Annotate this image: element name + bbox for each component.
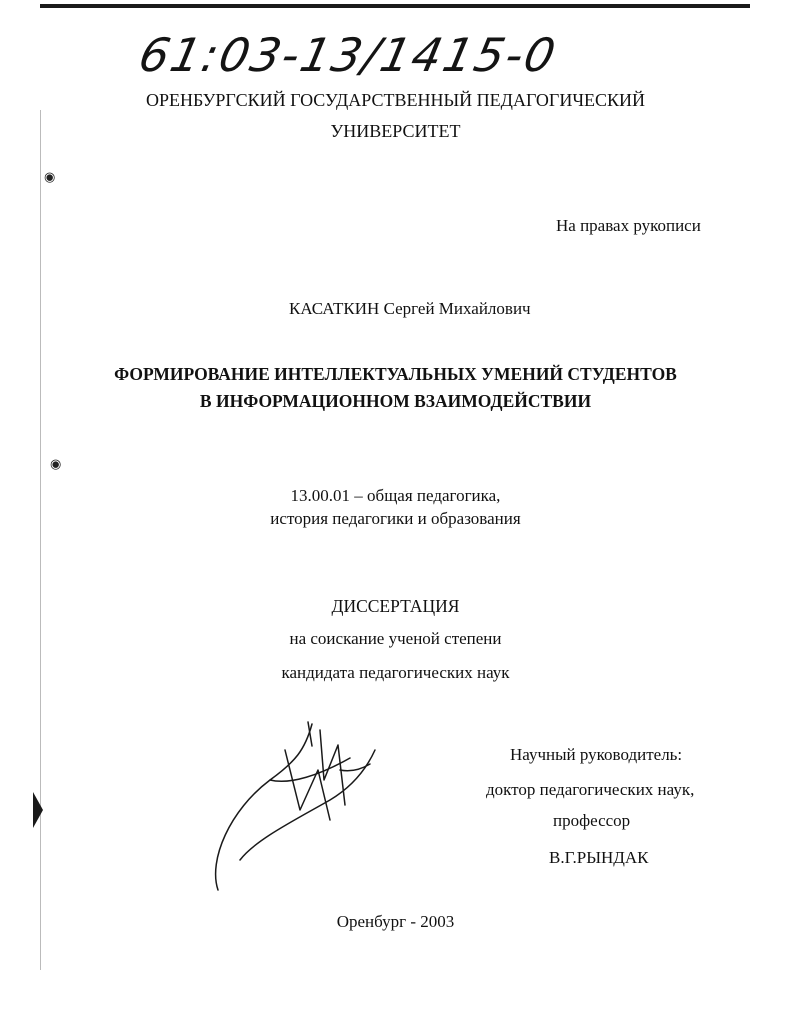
scan-top-border [40,4,750,8]
handwritten-signature-icon [200,710,400,910]
scan-edge-mark [33,792,43,828]
supervisor-label: Научный руководитель: [510,745,683,764]
author-name: КАСАТКИН Сергей Михайлович [289,299,531,318]
degree-line-2: кандидата педагогических наук [281,663,510,682]
dissertation-heading: ДИССЕРТАЦИЯ [331,596,460,616]
handwritten-archive-number: 61:03-13/1415-0 [134,28,562,82]
degree-line-1: на соискание ученой степени [289,629,502,648]
scan-left-margin-line [40,110,41,970]
manuscript-rights: На правах рукописи [556,216,701,235]
specialty-line-2: история педагогики и образования [270,509,521,528]
university-line-2: УНИВЕРСИТЕТ [330,121,461,141]
specialty-line-1: 13.00.01 – общая педагогика, [290,486,501,505]
supervisor-degree: доктор педагогических наук, [486,780,695,799]
supervisor-rank: профессор [553,811,631,830]
punch-hole-icon: ◉ [44,170,56,185]
thesis-title-line-1: ФОРМИРОВАНИЕ ИНТЕЛЛЕКТУАЛЬНЫХ УМЕНИЙ СТУДЕНТОВ [114,364,677,384]
university-line-1: ОРЕНБУРГСКИЙ ГОСУДАРСТВЕННЫЙ ПЕДАГОГИЧЕСКИЙ [145,90,646,110]
thesis-title-line-2: В ИНФОРМАЦИОННОМ ВЗАИМОДЕЙСТВИИ [199,391,592,411]
supervisor-name: В.Г.РЫНДАК [549,848,649,867]
punch-hole-icon: ◉ [50,457,62,472]
place-and-year: Оренбург - 2003 [336,912,455,931]
